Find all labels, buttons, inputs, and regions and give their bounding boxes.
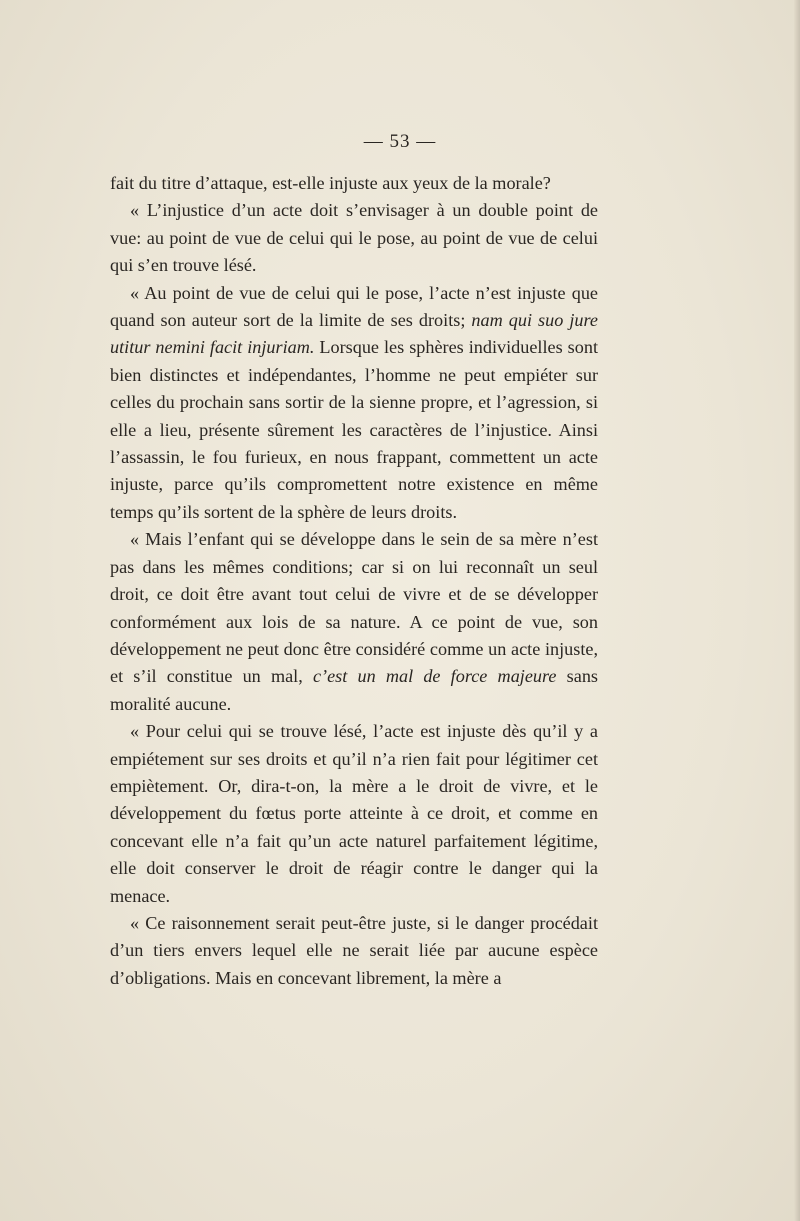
text-run: fait du titre d’attaque, est-elle injuste aux yeux de la morale? [110,173,551,193]
italic-phrase: nam qui suo jure utitur nemini facit injuriam. [110,310,598,358]
text-run: Lorsque les sphères individuelles sont bien distinctes et indépendantes, l’homme ne peut empiéter sur celles du prochain sans sortir de la sienne propre, et l’agression, si elle a lieu, présente sûrement les caractères de l’injustice. Ainsi l’assassin, le fou furieux, en nous frappant, commettent un acte injuste, parce qu’ils compromettent notre existence en même temps qu’ils sortent de la sphère de leurs droits. [110,337,598,522]
body-text [110,170,598,992]
text-run: « Ce raisonnement serait peut-être juste, si le danger procédait d’un tiers envers lequel elle ne serait liée par aucune espèce d’obligations. Mais en concevant librement, la mère a [110,912,598,988]
paragraph [110,718,598,910]
page-number: — 53 — [363,131,437,152]
text-run: « Pour celui qui se trouve lésé, l’acte est injuste dès qu’il y a empiétement sur ses droits et qu’il n’a rien fait pour légitimer cet empiètement. Or, dira-t-on, la mère a le droit de vivre, et le développement du fœtus porte atteinte à ce droit, et comme en concevant elle n’a fait qu’un acte naturel parfaitement légitime, elle doit conserver le droit de réagir contre le danger qui la menace. [110,721,598,906]
text-run: « L’injustice d’un acte doit s’envisager à un double point de vue: au point de vue de celui qui le pose, au point de vue de celui qui s’en trouve lésé. [110,200,598,276]
page-edge-shadow [794,0,800,1221]
paragraph [110,197,598,279]
paragraph [110,910,598,992]
text-run: « Mais l’enfant qui se développe dans le sein de sa mère n’est pas dans les mêmes conditions; car si on lui reconnaît un seul droit, ce doit être avant tout celui de vivre et de se développer conformément aux lois de sa nature. A ce point de vue, son développement ne peut donc être considéré comme un acte injuste, et s’il constitue un mal, [110,529,598,687]
paragraph [110,526,598,718]
text-run: « Au point de vue de celui qui le pose, l’acte n’est injuste que quand son auteur sort de la limite de ses droits; [110,282,598,331]
paragraph [110,280,598,527]
text-run: sans moralité aucune. [110,666,598,714]
italic-phrase: c’est un mal de force majeure [312,666,557,687]
paragraph [110,170,598,197]
